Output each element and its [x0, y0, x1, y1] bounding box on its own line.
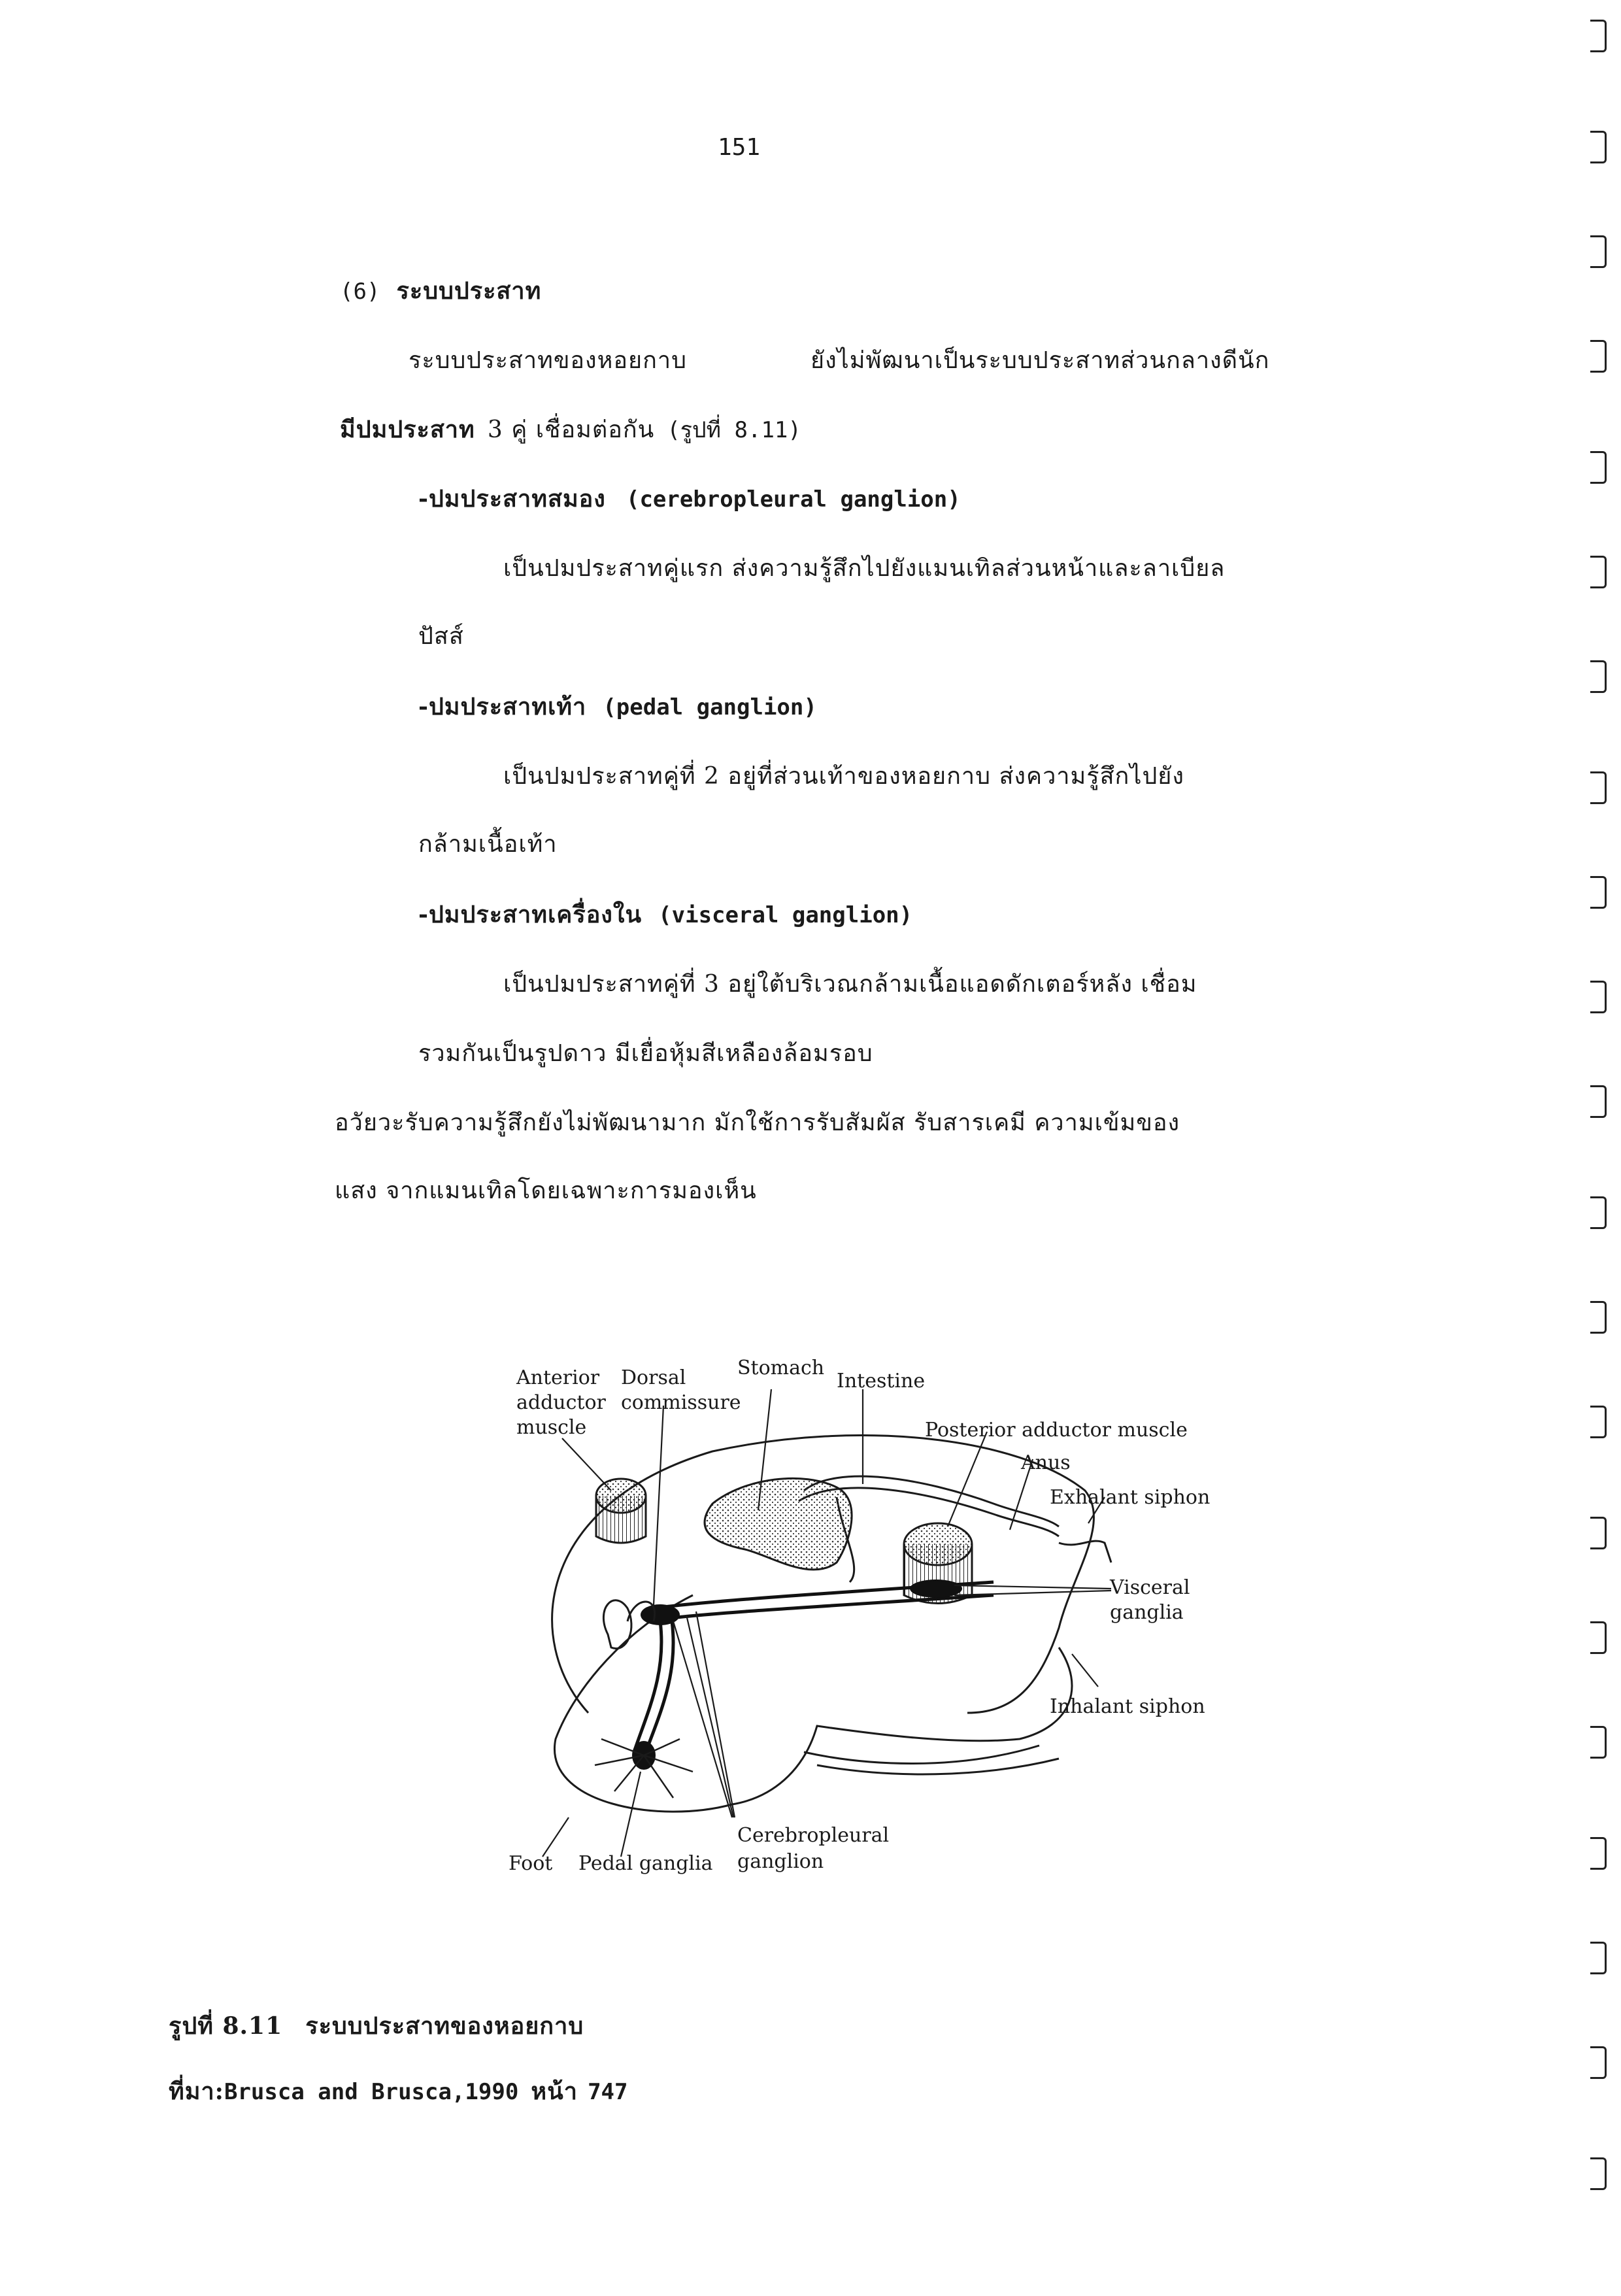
ganglion-heading-en: (pedal ganglion): [603, 694, 817, 720]
label-foot: Foot: [509, 1852, 553, 1875]
caption-label: รูปที่ 8.11: [169, 2012, 283, 2040]
intro-line1-left: ระบบประสาทของหอยกาบ: [409, 347, 687, 374]
section-heading: [340, 272, 541, 309]
ganglion-heading-cerebropleural: [418, 480, 961, 517]
ganglion-desc-line2: ปัสส์: [418, 623, 464, 650]
source-page: 747: [588, 2079, 628, 2105]
ganglion-heading-thai: -ปมประสาทเท้า: [418, 693, 587, 720]
label-visceral-ganglia-1: Visceral: [1110, 1576, 1190, 1599]
ganglion-desc-line2: รวมกันเป็นรูปดาว มีเยื่อหุ้มสีเหลืองล้อมรอบ: [418, 1040, 873, 1067]
ganglion-desc-line1: เป็นปมประสาทคู่แรก ส่งความรู้สึกไปยังแมนเทิลส่วนหน้าและลาเบียล: [503, 555, 1226, 582]
figure-source: [169, 2072, 627, 2110]
figure-caption: [169, 2007, 584, 2044]
page-number: 151: [718, 134, 761, 161]
ganglion-heading-thai: -ปมประสาทสมอง: [418, 485, 606, 513]
source-page-word: หน้า: [531, 2078, 578, 2105]
anterior-adductor-muscle: [596, 1479, 646, 1543]
intro-figure-ref: (รูปที่ 8.11): [667, 417, 801, 443]
label-anus: Anus: [1021, 1451, 1071, 1474]
section-number: (6): [340, 279, 380, 305]
label-dorsal-commissure-1: Dorsal: [621, 1366, 686, 1389]
label-inhalant-siphon: Inhalant siphon: [1050, 1695, 1205, 1718]
intro-line1-right: ยังไม่พัฒนาเป็นระบบประสาทส่วนกลางดีนัก: [811, 347, 1270, 374]
ganglion-heading-en: (visceral ganglion): [658, 902, 913, 928]
ganglion-heading-pedal: [418, 688, 817, 725]
ganglion-desc-line2: กล้ามเนื้อเท้า: [418, 831, 558, 858]
intro-line2-b: 3 คู่ เชื่อมต่อกัน: [487, 416, 655, 443]
label-cerebropleural-1: Cerebropleural: [737, 1824, 890, 1847]
label-anterior-adductor-1: Anterior: [516, 1366, 600, 1389]
sense-organs-line1: อวัยวะรับความรู้สึกยังไม่พัฒนามาก มักใช้การรับสัมผัส รับสารเคมี ความเข้มของ: [335, 1109, 1180, 1136]
pedal-connective: [634, 1621, 661, 1752]
section-title: ระบบประสาท: [396, 277, 542, 305]
sense-organs-line2: แสง จากแมนเทิลโดยเฉพาะการมองเห็น: [335, 1177, 757, 1204]
ganglion-desc-line1: เป็นปมประสาทคู่ที่ 2 อยู่ที่ส่วนเท้าของหอยกาบ ส่งความรู้สึกไปยัง: [503, 763, 1184, 790]
label-exhalant-siphon: Exhalant siphon: [1050, 1486, 1211, 1509]
label-stomach: Stomach: [737, 1357, 825, 1379]
shell-outline: [552, 1436, 1094, 1713]
ganglion-heading-en: (cerebropleural ganglion): [626, 486, 961, 513]
stomach: [705, 1478, 852, 1570]
label-anterior-adductor-3: muscle: [516, 1416, 587, 1439]
source-text: Brusca and Brusca,1990: [224, 2079, 519, 2105]
label-anterior-adductor-2: adductor: [516, 1391, 606, 1414]
labial-palps: [603, 1600, 631, 1649]
label-intestine: Intestine: [837, 1370, 926, 1393]
ganglion-desc-line1: เป็นปมประสาทคู่ที่ 3 อยู่ใต้บริเวณกล้ามเนื้อแอดดักเตอร์หลัง เชื่อม: [503, 971, 1197, 998]
source-label: ที่มา:: [169, 2078, 224, 2105]
intro-line2: [340, 411, 801, 448]
label-posterior-adductor: Posterior adductor muscle: [925, 1419, 1188, 1442]
caption-text: ระบบประสาทของหอยกาบ: [305, 2012, 584, 2040]
ganglion-heading-visceral: [418, 896, 912, 933]
label-cerebropleural-2: ganglion: [737, 1850, 824, 1873]
intro-line2-a: มีปมประสาท: [340, 416, 475, 443]
label-visceral-ganglia-2: ganglia: [1110, 1601, 1184, 1624]
bivalve-nervous-system-figure: [497, 1347, 1242, 1896]
ganglion-heading-thai: -ปมประสาทเครื่องใน: [418, 901, 643, 928]
label-dorsal-commissure-2: commissure: [621, 1391, 741, 1414]
label-pedal-ganglia: Pedal ganglia: [578, 1852, 713, 1875]
